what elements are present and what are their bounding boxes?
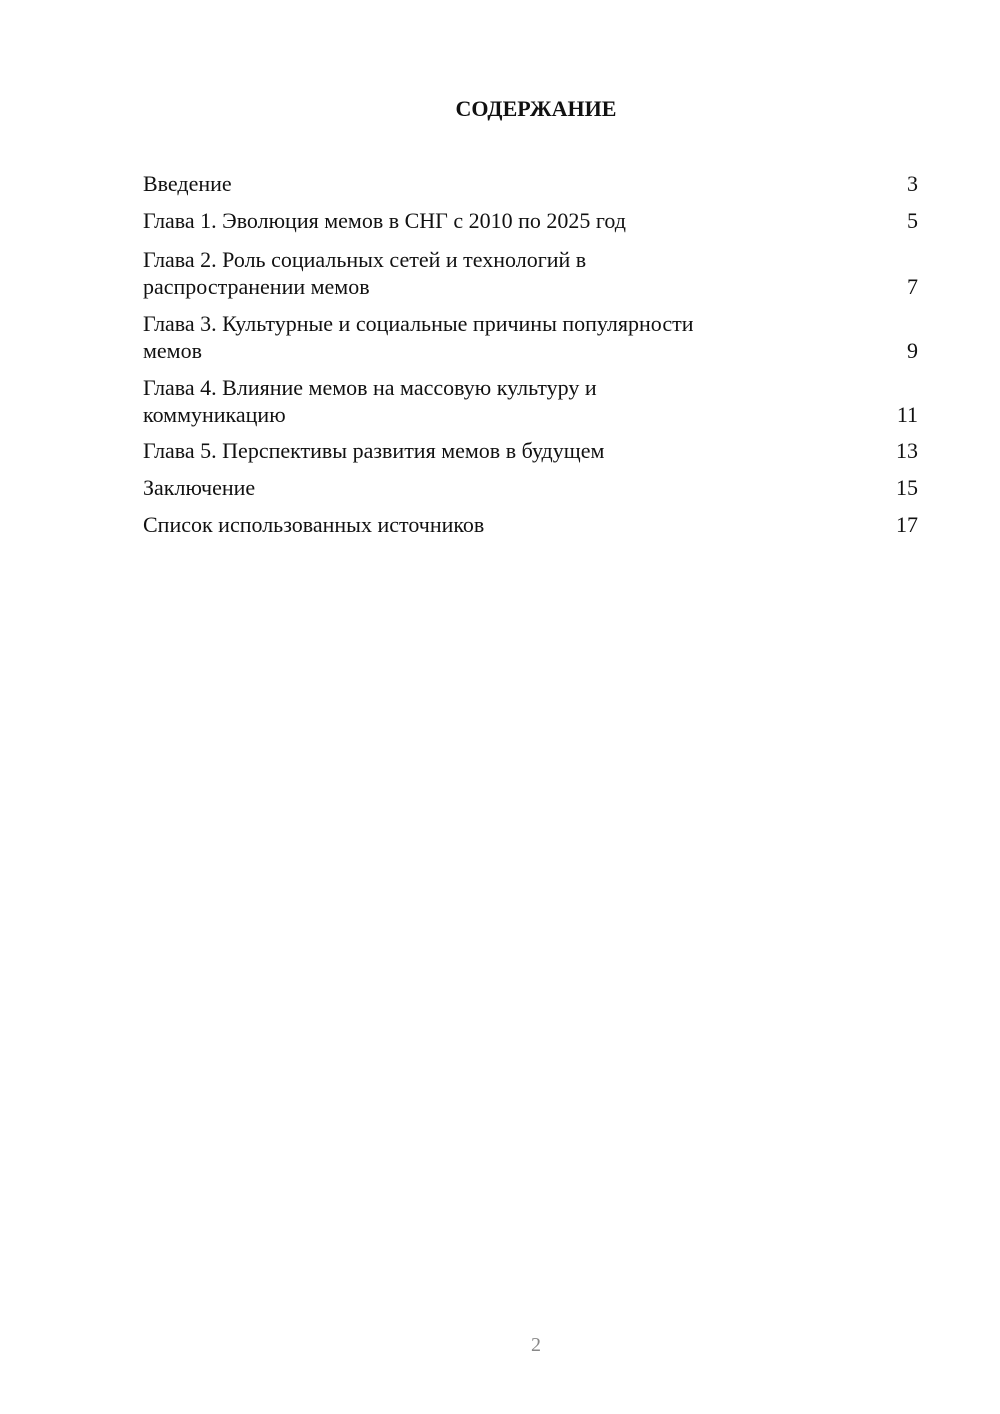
toc-page-number: 7 — [907, 274, 918, 299]
toc-entry-text: Глава 1. Эволюция мемов в СНГ с 2010 по 2025 год — [143, 208, 626, 233]
toc-entry-text: Заключение — [143, 475, 256, 500]
toc-entry-text: Глава 5. Перспективы развития мемов в будущем — [143, 438, 605, 463]
toc-page-number: 11 — [896, 402, 918, 427]
toc-page-number: 3 — [907, 171, 918, 196]
toc-page-number: 5 — [907, 208, 918, 233]
toc-entry-references[interactable] — [143, 511, 918, 538]
toc-entry-chapter-3[interactable] — [143, 310, 918, 364]
toc-entry-text: распространении мемов — [143, 274, 370, 299]
toc-entry-conclusion[interactable] — [143, 474, 918, 501]
toc-page-number: 13 — [896, 438, 918, 463]
toc-entry-chapter-5[interactable] — [143, 437, 918, 464]
page-number: 2 — [531, 1334, 541, 1356]
toc-entry-text: Глава 2. Роль социальных сетей и технологий в — [143, 247, 587, 272]
toc-entry-text: Введение — [143, 171, 232, 196]
toc-entry-text: мемов — [143, 338, 202, 363]
toc-entry-introduction[interactable] — [143, 170, 918, 197]
toc-entry-chapter-1[interactable] — [143, 207, 918, 234]
toc-entry-text: Глава 4. Влияние мемов на массовую культуру и — [143, 375, 597, 400]
toc-page-number: 15 — [896, 475, 918, 500]
toc-entry-text: Список использованных источников — [143, 512, 485, 537]
toc-page-number: 17 — [896, 512, 918, 537]
toc-entry-chapter-4[interactable] — [143, 374, 918, 428]
toc-page-number: 9 — [907, 338, 918, 363]
toc-entry-chapter-2[interactable] — [143, 246, 918, 300]
toc-entry-text: Глава 3. Культурные и социальные причины популярности — [143, 311, 694, 336]
toc-entry-text: коммуникацию — [143, 402, 286, 427]
toc-title: СОДЕРЖАНИЕ — [455, 96, 617, 121]
